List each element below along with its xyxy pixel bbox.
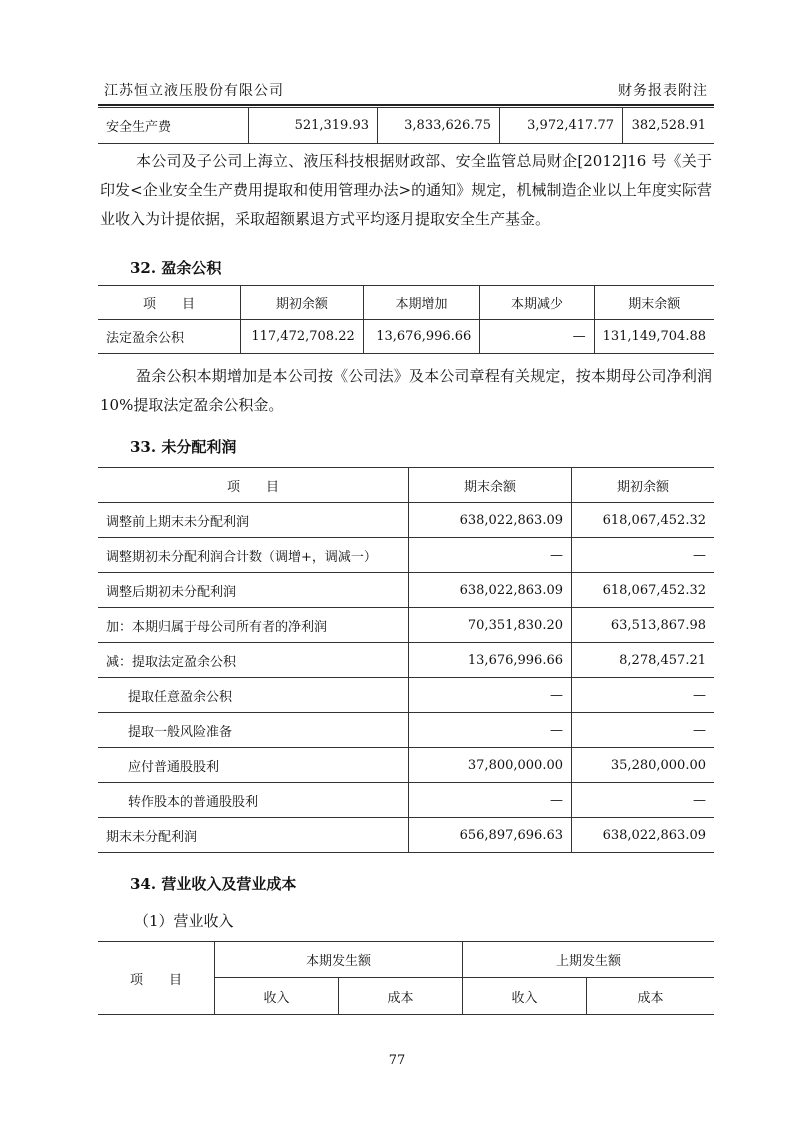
column-header: 期末余额 [594, 286, 714, 320]
cell-value: 13,676,996.66 [409, 643, 572, 678]
section-34-title: 34. 营业收入及营业成本 [130, 875, 297, 893]
cell-value: 521,319.93 [249, 108, 378, 144]
row-label: 安全生产费 [98, 108, 249, 144]
table-row [98, 320, 714, 354]
column-header: 收入 [463, 978, 587, 1015]
cell-value: 382,528.91 [623, 108, 715, 144]
cell-value: — [409, 538, 572, 573]
column-header: 本期增加 [363, 286, 480, 320]
column-header: 收入 [215, 978, 339, 1015]
company-name: 江苏恒立液压股份有限公司 [104, 83, 284, 99]
row-label: 应付普通股股利 [98, 748, 409, 783]
cell-value: 131,149,704.88 [594, 320, 714, 354]
page-header [98, 78, 714, 102]
cell-value: — [572, 713, 715, 748]
cell-value: 638,022,863.09 [572, 818, 715, 853]
cell-value: — [409, 713, 572, 748]
table-row [98, 608, 714, 643]
cell-value: 70,351,830.20 [409, 608, 572, 643]
page-number: 77 [388, 1053, 406, 1068]
cell-value: 117,472,708.22 [240, 320, 363, 354]
table-row [98, 783, 714, 818]
cell-value: 618,067,452.32 [572, 573, 715, 608]
row-label: 提取一般风险准备 [98, 713, 409, 748]
cell-value: — [409, 678, 572, 713]
row-label: 期末未分配利润 [98, 818, 409, 853]
revenue-table [98, 941, 714, 1015]
column-header: 期初余额 [572, 468, 715, 503]
cell-value: — [572, 538, 715, 573]
table-row [98, 818, 714, 853]
cell-value: 638,022,863.09 [409, 503, 572, 538]
table-row [98, 643, 714, 678]
table-header-row [98, 468, 714, 503]
cell-value: 3,833,626.75 [378, 108, 500, 144]
column-header: 项 目 [98, 286, 240, 320]
section-32-title: 32. 盈余公积 [130, 259, 222, 277]
cell-value: 13,676,996.66 [363, 320, 480, 354]
section-name: 财务报表附注 [618, 83, 708, 99]
row-label: 调整期初未分配利润合计数（调增+，调减一） [98, 538, 409, 573]
surplus-paragraph: 盈余公积本期增加是本公司按《公司法》及本公司章程有关规定，按本期母公司净利润 10%提取法定盈余公积金。 [100, 367, 712, 414]
cell-value: — [480, 320, 594, 354]
undistributed-profit-table [98, 467, 714, 853]
section-33-title: 33. 未分配利润 [130, 438, 237, 456]
cell-value: 656,897,696.63 [409, 818, 572, 853]
cell-value: 3,972,417.77 [500, 108, 623, 144]
cell-value: — [572, 678, 715, 713]
safety-fee-table [98, 107, 714, 144]
column-group-header: 本期发生额 [215, 942, 463, 978]
subsection-title: （1）营业收入 [134, 912, 234, 930]
cell-value: 35,280,000.00 [572, 748, 715, 783]
column-header: 期末余额 [409, 468, 572, 503]
column-header: 期初余额 [240, 286, 363, 320]
table-row [98, 748, 714, 783]
table-row [98, 538, 714, 573]
surplus-reserve-table [98, 285, 714, 354]
table-row [98, 678, 714, 713]
cell-value: 37,800,000.00 [409, 748, 572, 783]
cell-value: 618,067,452.32 [572, 503, 715, 538]
table-header-row [98, 942, 714, 978]
cell-value: — [409, 783, 572, 818]
column-header: 项 目 [98, 942, 215, 1015]
table-row [98, 503, 714, 538]
table-row [98, 108, 714, 144]
table-header-row [98, 286, 714, 320]
cell-value: 638,022,863.09 [409, 573, 572, 608]
row-label: 调整前上期末未分配利润 [98, 503, 409, 538]
table-row [98, 713, 714, 748]
row-label: 调整后期初未分配利润 [98, 573, 409, 608]
table-row [98, 573, 714, 608]
row-label: 提取任意盈余公积 [98, 678, 409, 713]
column-header: 本期减少 [480, 286, 594, 320]
header-rule [98, 104, 714, 106]
cell-value: 63,513,867.98 [572, 608, 715, 643]
column-header: 成本 [339, 978, 463, 1015]
cell-value: 8,278,457.21 [572, 643, 715, 678]
column-group-header: 上期发生额 [463, 942, 715, 978]
column-header: 成本 [587, 978, 715, 1015]
row-label: 加：本期归属于母公司所有者的净利润 [98, 608, 409, 643]
row-label: 转作股本的普通股股利 [98, 783, 409, 818]
row-label: 减：提取法定盈余公积 [98, 643, 409, 678]
row-label: 法定盈余公积 [98, 320, 240, 354]
safety-paragraph: 本公司及子公司上海立、液压科技根据财政部、安全监管总局财企[2012]16 号《关于印发<企业安全生产费用提取和使用管理办法>的通知》规定，机械制造企业以上年度实际营业收入为计提依据，采取超额累退方式平均逐月提取安全生产基金。 [100, 152, 712, 228]
column-header: 项 目 [98, 468, 409, 503]
cell-value: — [572, 783, 715, 818]
